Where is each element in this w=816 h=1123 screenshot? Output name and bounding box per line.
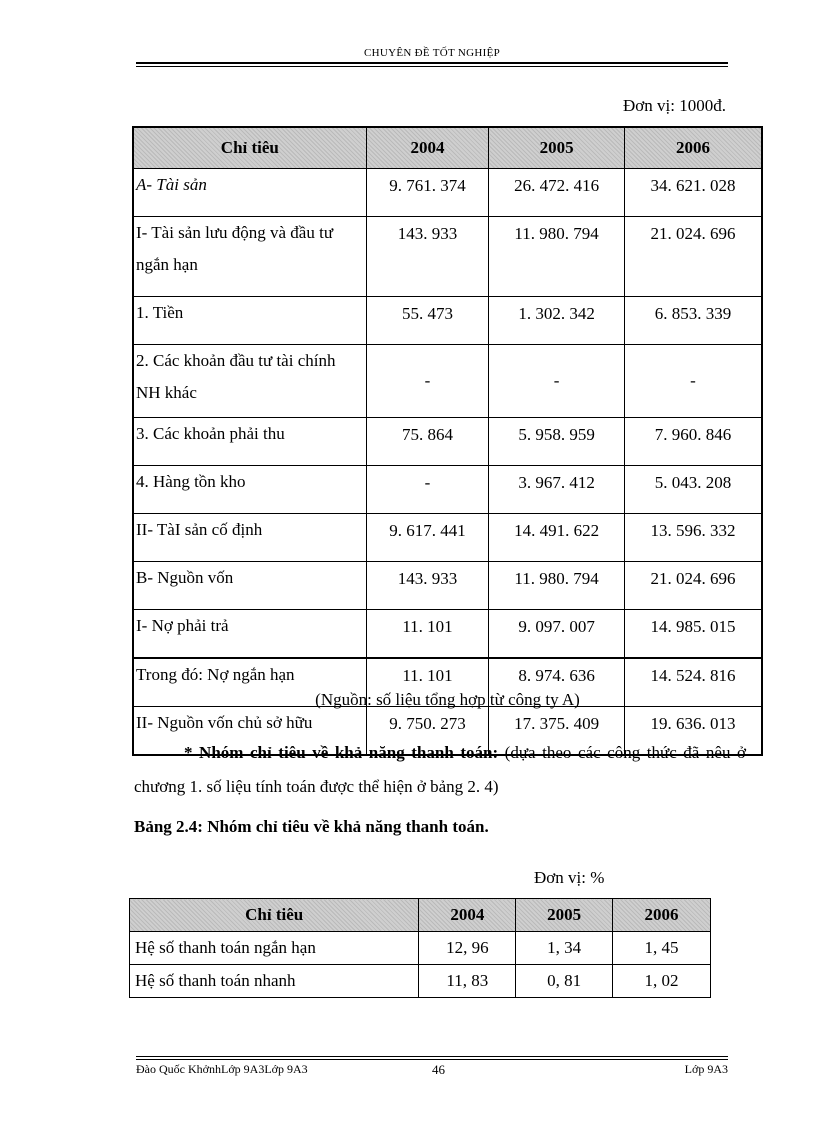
cell-2004: 143. 933 — [366, 217, 489, 297]
column-header: Chỉ tiêu — [133, 127, 366, 169]
cell-2004: 11. 101 — [366, 610, 489, 659]
table-row — [130, 965, 711, 998]
cell-2006: - — [624, 345, 762, 418]
cell-2004: 75. 864 — [366, 418, 489, 466]
column-header: 2004 — [419, 899, 516, 932]
cell-2006: 13. 596. 332 — [624, 514, 762, 562]
row-label: 3. Các khoản phải thu — [133, 418, 366, 466]
paragraph-text: (dựa theo các công thức đã nêu ở chương 1. số liệu tính toán được thể hiện ở bảng 2. 4) — [134, 743, 747, 796]
paragraph-bold-lead: * Nhóm chỉ tiêu về khả năng thanh toán: — [184, 743, 499, 762]
row-label: Trong đó: Nợ ngắn hạn — [133, 658, 366, 707]
cell-2004: 9. 761. 374 — [366, 169, 489, 217]
table1-unit-label: Đơn vị: 1000đ. — [623, 96, 726, 115]
row-label: 2. Các khoản đầu tư tài chính NH khác — [133, 345, 366, 418]
cell-2006: 34. 621. 028 — [624, 169, 762, 217]
table-row — [133, 610, 762, 659]
footer-rule — [136, 1059, 728, 1060]
column-header: 2006 — [624, 127, 762, 169]
column-header: 2006 — [613, 899, 711, 932]
table-row — [133, 217, 762, 297]
cell-2006: 14. 524. 816 — [624, 658, 762, 707]
column-header: 2005 — [489, 127, 625, 169]
table-row — [133, 418, 762, 466]
table1-source-note: (Nguồn: số liệu tổng hợp từ công ty A) — [315, 690, 580, 709]
cell-2006: 7. 960. 846 — [624, 418, 762, 466]
cell-2006: 14. 985. 015 — [624, 610, 762, 659]
row-label: I- Tài sản lưu động và đầu tư ngắn hạn — [133, 217, 366, 297]
table-row — [130, 932, 711, 965]
header-rule — [136, 62, 728, 64]
cell-2006: 21. 024. 696 — [624, 217, 762, 297]
cell-2006: 21. 024. 696 — [624, 562, 762, 610]
cell-2005: 14. 491. 622 — [489, 514, 625, 562]
row-label: A- Tài sản — [133, 169, 366, 217]
row-label: Hệ số thanh toán ngắn hạn — [130, 932, 419, 965]
table2-caption: Bảng 2.4: Nhóm chỉ tiêu về khả năng thanh toán. — [134, 817, 489, 836]
footer-class: Lớp 9A3 — [684, 1062, 728, 1076]
cell-2004: 11. 101 — [366, 658, 489, 707]
cell-2004: 55. 473 — [366, 297, 489, 345]
row-label: II- TàI sản cố định — [133, 514, 366, 562]
header-rule — [136, 66, 728, 67]
table-row — [133, 345, 762, 418]
column-header: Chỉ tiêu — [130, 899, 419, 932]
table2-unit-label: Đơn vị: % — [534, 868, 605, 887]
row-label: 1. Tiền — [133, 297, 366, 345]
cell-2005: 11. 980. 794 — [489, 562, 625, 610]
row-label: I- Nợ phải trả — [133, 610, 366, 659]
cell-2004: - — [366, 466, 489, 514]
cell-2005: 0, 81 — [516, 965, 613, 998]
column-header: 2004 — [366, 127, 489, 169]
cell-2006: 6. 853. 339 — [624, 297, 762, 345]
row-label: Hệ số thanh toán nhanh — [130, 965, 419, 998]
cell-2006: 1, 02 — [613, 965, 711, 998]
cell-2004: 11, 83 — [419, 965, 516, 998]
cell-2006: 1, 45 — [613, 932, 711, 965]
cell-2005: 26. 472. 416 — [489, 169, 625, 217]
page-number: 46 — [432, 1062, 445, 1077]
table-row — [133, 169, 762, 217]
page-header-title: CHUYÊN ĐỀ TỐT NGHIỆP — [363, 47, 501, 59]
table-header-row — [133, 127, 762, 169]
cell-2006: 5. 043. 208 — [624, 466, 762, 514]
cell-2004: 12, 96 — [419, 932, 516, 965]
cell-2005: 17. 375. 409 — [489, 707, 625, 756]
cell-2005: - — [489, 345, 625, 418]
table-row — [133, 297, 762, 345]
table-row — [133, 562, 762, 610]
liquidity-ratio-table — [129, 898, 711, 998]
cell-2004: 9. 617. 441 — [366, 514, 489, 562]
table-row — [133, 466, 762, 514]
row-label: 4. Hàng tồn kho — [133, 466, 366, 514]
row-label: II- Nguồn vốn chủ sở hữu — [133, 707, 366, 756]
footer-author: Đào Quốc KhởnhLớp 9A3Lớp 9A3 — [136, 1062, 308, 1076]
body-paragraph — [134, 736, 746, 804]
table-header-row — [130, 899, 711, 932]
cell-2005: 11. 980. 794 — [489, 217, 625, 297]
table-row — [133, 514, 762, 562]
cell-2004: 9. 750. 273 — [366, 707, 489, 756]
cell-2004: 143. 933 — [366, 562, 489, 610]
row-label: B- Nguồn vốn — [133, 562, 366, 610]
cell-2005: 1. 302. 342 — [489, 297, 625, 345]
cell-2006: 19. 636. 013 — [624, 707, 762, 756]
column-header: 2005 — [516, 899, 613, 932]
cell-2005: 5. 958. 959 — [489, 418, 625, 466]
cell-2005: 1, 34 — [516, 932, 613, 965]
cell-2005: 3. 967. 412 — [489, 466, 625, 514]
cell-2005: 8. 974. 636 — [489, 658, 625, 707]
cell-2004: - — [366, 345, 489, 418]
cell-2005: 9. 097. 007 — [489, 610, 625, 659]
footer-rule — [136, 1056, 728, 1057]
balance-sheet-table — [132, 126, 763, 756]
